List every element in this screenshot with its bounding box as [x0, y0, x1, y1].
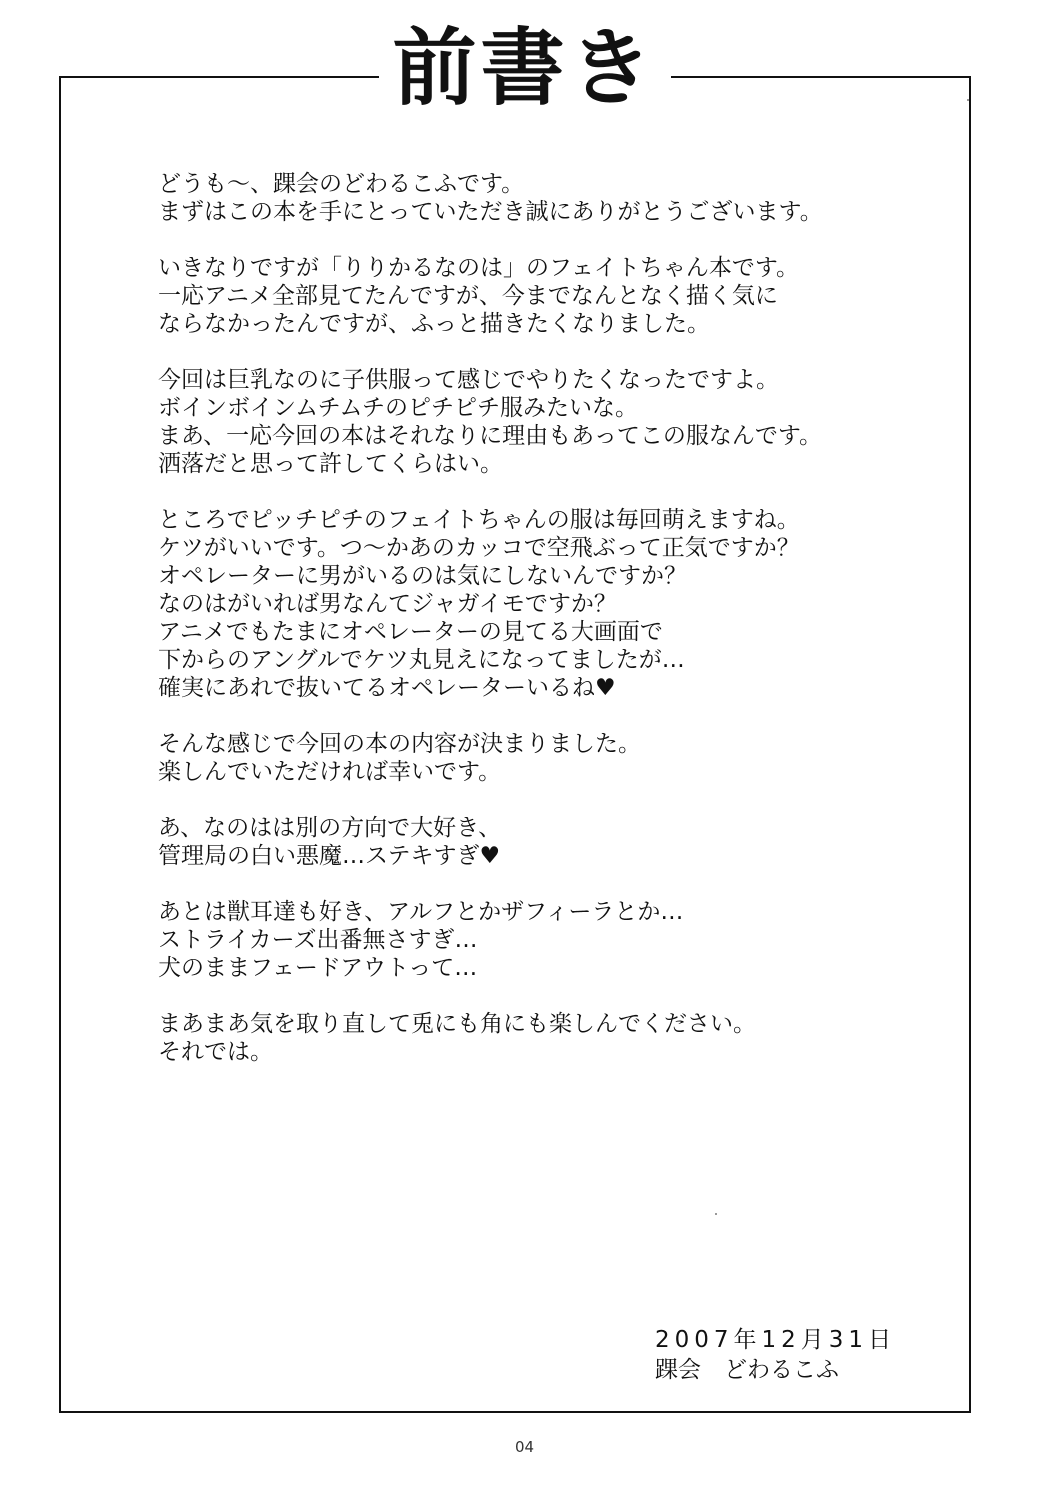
scan-speck: [967, 99, 969, 101]
text-line: あ、なのはは別の方向で大好き、: [158, 815, 502, 841]
paragraph: [158, 898, 918, 982]
text-line: どうも〜、踝会のどわるこふです。: [158, 171, 525, 197]
text-line: いきなりですが「りりかるなのは」のフェイトちゃん本です。: [158, 255, 800, 281]
scan-speck: [715, 1213, 717, 1215]
text-line: そんな感じで今回の本の内容が決まりました。: [158, 731, 641, 757]
text-line: 確実にあれで抜いてるオペレーターいるね♥: [158, 675, 616, 701]
signature-block: [655, 1325, 896, 1385]
text-line: 一応アニメ全部見てたんですが、今までなんとなく描く気に: [158, 283, 778, 309]
text-line: 犬のままフェードアウトって…: [158, 955, 478, 981]
text-line: あとは獣耳達も好き、アルフとかザフィーラとか…: [158, 899, 684, 925]
text-line: まあ、一応今回の本はそれなりに理由もあってこの服なんです。: [158, 423, 823, 449]
paragraph: [158, 506, 918, 702]
text-line: 楽しんでいただければ幸いです。: [158, 759, 502, 785]
text-line: なのはがいれば男なんてジャガイモですか？: [158, 591, 617, 617]
text-line: 管理局の白い悪魔…ステキすぎ♥: [158, 843, 501, 869]
paragraph: [158, 254, 918, 338]
paragraph: [158, 1010, 918, 1066]
text-line: ボインボインムチムチのピチピチ服みたいな。: [158, 395, 639, 421]
paragraph: [158, 730, 918, 786]
text-line: ならなかったんですが、ふっと描きたくなりました。: [158, 311, 710, 337]
signature-date: 2007年12月31日: [655, 1327, 897, 1353]
text-line: ところでピッチピチのフェイトちゃんの服は毎回萌えますね。: [158, 507, 800, 533]
text-line: まあまあ気を取り直して兎にも角にも楽しんでください。: [158, 1011, 756, 1037]
text-line: アニメでもたまにオペレーターの見てる大画面で: [158, 619, 663, 645]
paragraph: [158, 814, 918, 870]
text-line: 今回は巨乳なのに子供服って感じでやりたくなったですよ。: [158, 367, 779, 393]
text-line: それでは。: [158, 1039, 273, 1065]
paragraph: [158, 170, 918, 226]
text-line: まずはこの本を手にとっていただき誠にありがとうございます。: [158, 199, 823, 225]
text-line: オペレーターに男がいるのは気にしないんですか？: [158, 563, 687, 589]
text-line: 洒落だと思って許してくらはい。: [158, 451, 503, 477]
paragraph: [158, 366, 918, 478]
text-line: ストライカーズ出番無さすぎ…: [158, 927, 478, 953]
text-line: 下からのアングルでケツ丸見えになってましたが…: [158, 647, 685, 673]
text-line: ケツがいいです。つ〜かあのカッコで空飛ぶって正気ですか？: [158, 535, 800, 561]
page-title: 前書き: [378, 26, 670, 110]
body-text: [158, 170, 918, 1094]
signature-author: 踝会 どわるこふ: [655, 1357, 839, 1383]
page-number: 04: [514, 1438, 535, 1456]
